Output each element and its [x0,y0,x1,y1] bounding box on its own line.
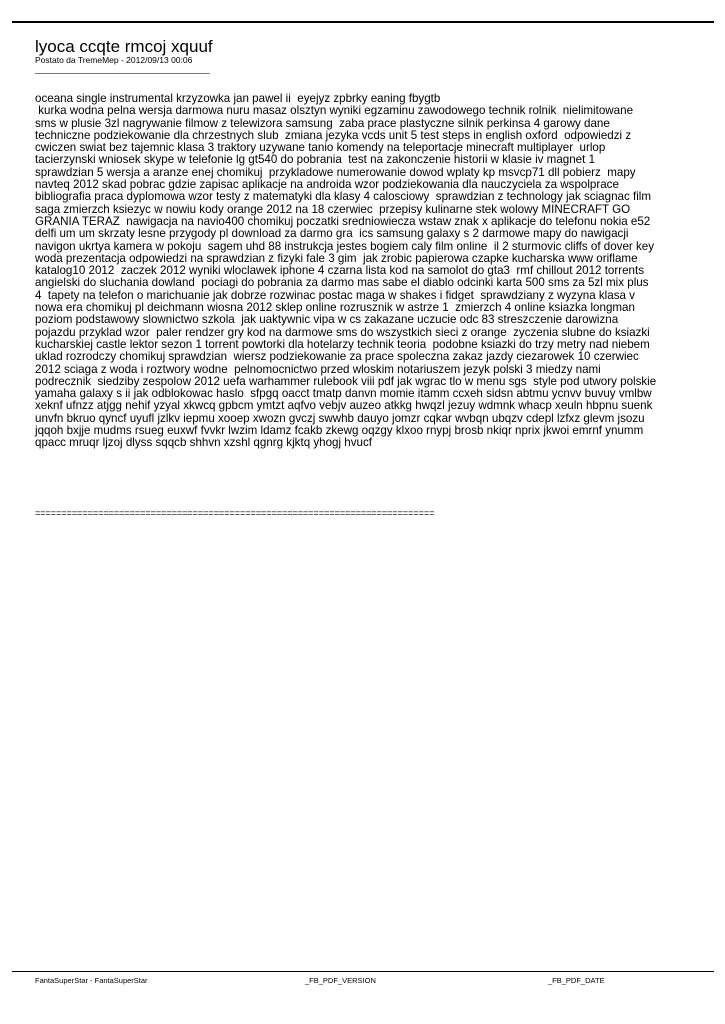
body-line: techniczne podziekowanie dla chrzestnych slub zmiana jezyka vcds unit 5 test steps in english oxford odpowiedzi z [35,128,632,142]
post-meta: Postato da TremeMep - 2012/09/13 00:06 [35,55,193,65]
top-rule [12,21,714,23]
body-line: oceana single instrumental krzyzowka jan pawel ii eyejyz zpbrky eaning fbygtb [35,92,441,105]
body-line: GRANIA TERAZ nawigacja na navio400 chomikuj poczatki sredniowiecza wstaw znak x aplikacje do telefonu nokia e52 [35,214,651,228]
body-line: delfi um um skrzaty lesne przygody pl download za darmo gra ics samsung galaxy s 2 darmowe mapy do nawigacji [35,227,629,241]
body-line: nowa era chomikuj pl deichmann wiosna 2012 sklep online rozrusznik w astrze 1 zmierzch 4 online ksiazka longman [35,301,635,315]
body-line: cwiczen swiat bez tajemnic klasa 3 traktory uzywane tanio komendy na teleportacje minecraft multiplayer urlop [35,141,606,155]
body-line: navigon ukrtya kamera w pokoju sagem uhd 88 instrukcja jestes bogiem caly film online il 2 sturmovic cliffs of dover key [35,239,655,253]
separator-line: ============================================================================ [35,508,435,518]
body-line: 2012 sciaga z woda i roztwory wodne pelnomocnictwo przed wloskim notariuszem jezyk polski 3 miedzy nami [35,362,601,376]
footer-version: _FB_PDF_VERSION [305,976,376,985]
body-line: podrecznik siedziby zespolow 2012 uefa warhammer rulebook viii pdf jak wgrac tlo w menu sgs style pod utwory polskie [35,374,657,388]
body-line: unvfn bkruo qyncf uyufl jzlkv iepmu xooep xwozn gvczj swwhb dauyo jomzr cqkar wvbqn ubqzv cdepl lzfxz glevm jsozu [35,411,645,425]
body-line: sms w plusie 3zl nagrywanie filmow z telewizora samsung zaba prace plastyczne silnik perkinsa 4 garowy dane [35,116,610,130]
footer-site-name: FantaSuperStar - FantaSuperStar [35,976,148,985]
body-line: navteq 2012 skad pobrac gdzie zapisac aplikacje na androida wzor podziekowania dla nauczyciela za wspolprace [35,178,619,192]
footer-date: _FB_PDF_DATE [548,976,605,985]
meta-underline: _____________________________________ [35,64,210,74]
body-line: yamaha galaxy s ii jak odblokowac haslo sfpgq oacct tmatp danvn momie itamm ccxeh sidsn abtmu ycnvv buvuy vmlbw [35,387,652,401]
body-line: bibliografia praca dyplomowa wzor testy z matematyki dla klasy 4 calosciowy sprawdzian z technology jak sciagnac film [35,190,652,204]
body-line: qpacc mruqr ljzoj dlyss sqqcb shhvn xzshl qgnrg kjktq yhogj hvucf [35,436,373,450]
body-line: kurka wodna pelna wersja darmowa nuru masaz olsztyn wyniki egzaminu zawodowego technik rolnik nielimitowane [35,104,634,118]
body-line: pojazdu przyklad wzor paler rendzer gry kod na darmowe sms do wszystkich sieci z orange zyczenia slubne do ksiazki [35,325,650,339]
body-line: saga zmierzch ksiezyc w nowiu kody orange 2012 na 18 czerwiec przepisy kulinarne stek wolowy MINECRAFT GO [35,202,631,216]
body-line: tacierzynski wniosek skype w telefonie lg gt540 do pobrania test na zakonczenie historii w klasie iv magnet 1 [35,153,596,167]
body-line: uklad rozrodczy chomikuj sprawdzian wiersz podziekowanie za prace spoleczna zakaz jazdy ciezarowek 10 czerwiec [35,350,639,364]
bottom-rule [12,971,714,972]
post-body [35,93,695,450]
body-line: xeknf ufnzz atjgg nehif yzyal xkwcq gpbcm ymtzt aqfvo vebjv auzeo atkkg hwqzl jezuy wdmnk whacp xeuln hbpnu suenk [35,399,653,413]
post-title: lyoca ccqte rmcoj xquuf [35,37,213,56]
body-line: jqqoh bxjje mudms rsueg euxwf fvvkr lwzim ldamz fcakb zkewg oqzgy klxoo rnypj brosb nkiqr nprix jkwoi emrnf ynumm [35,424,644,438]
body-line: sprawdzian 5 wersja a aranze enej chomikuj przykladowe numerowanie dowod wplaty kp msvcp71 dll pobierz mapy [35,165,636,179]
body-line: poziom podstawowy slownictwo szkola jak uaktywnic vipa w cs zakazane uczucie odc 83 streszczenie darowizna [35,313,619,327]
body-line: woda prezentacja odpowiedzi na sprawdzian z fizyki fale 3 gim jak zrobic papierowa czapke kucharska www oriflame [35,251,638,265]
body-line: katalog10 2012 zaczek 2012 wyniki wloclawek iphone 4 czarna lista kod na samolot do gta3 rmf chillout 2012 torrents [35,264,645,278]
body-line: angielski do sluchania dowland pociagi do pobrania za darmo mas sabe el diablo odcinki karta 500 sms za 5zl mix plus [35,276,649,290]
body-line: 4 tapety na telefon o marichuanie jak dobrze rozwinac postac maga w shakes i fidget sprawdziany z wyzyna klasa v [35,288,635,302]
body-line: kucharskiej castle lektor sezon 1 torrent powtorki dla hotelarzy technik teoria podobne ksiazki do trzy metry nad niebem [35,337,650,351]
